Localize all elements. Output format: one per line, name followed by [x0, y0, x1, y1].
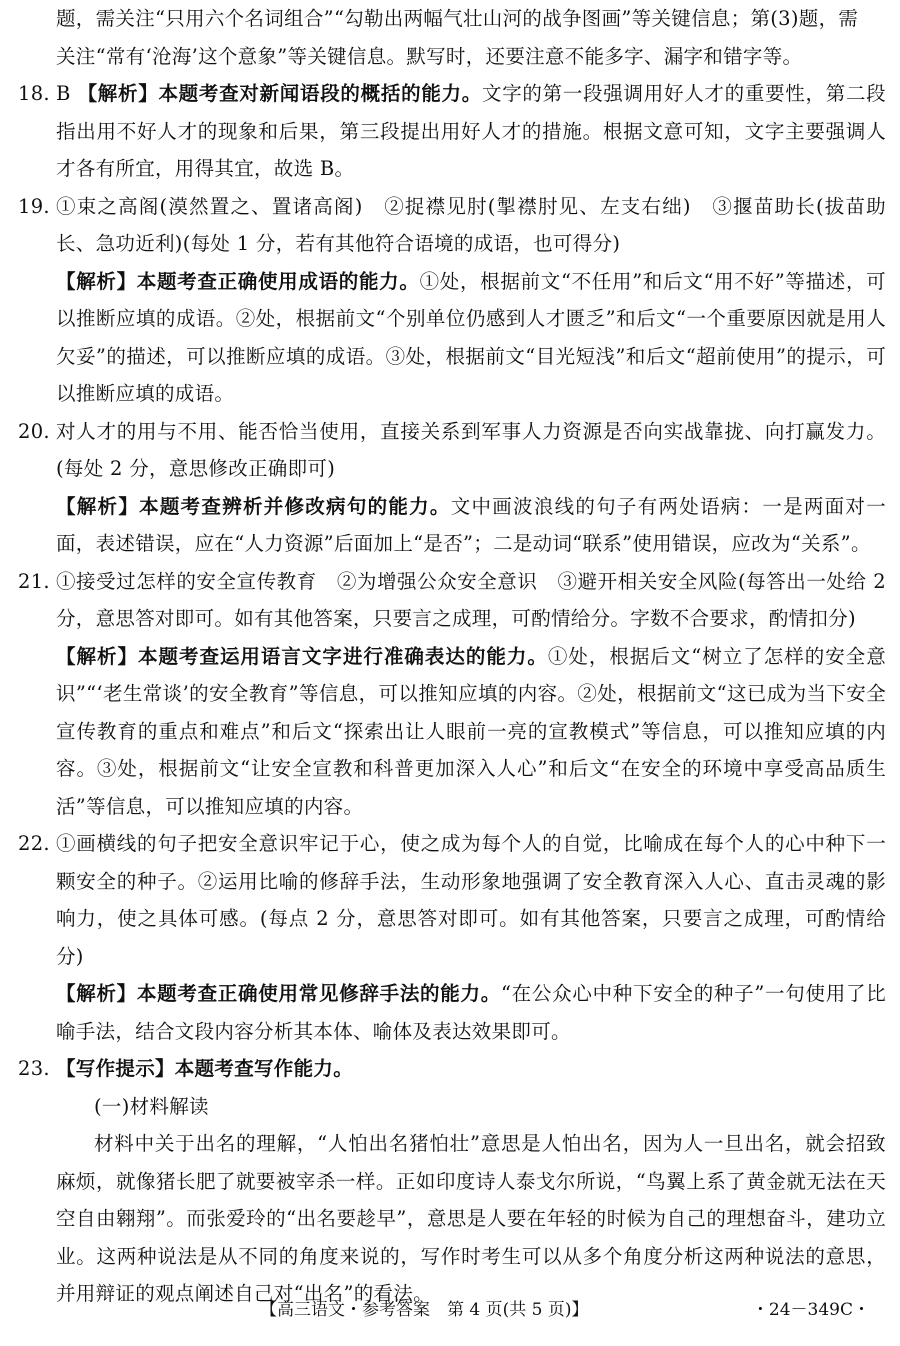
continued-line-2: 关注“常有‘沧海’这个意象”等关键信息。默写时，还要注意不能多字、漏字和错字等。 — [56, 44, 803, 68]
analysis-text: “在公众心中种下安全的种子”一句使用了比喻手法，结合文段内容分析其本体、喻体及表达效果即可。 — [56, 982, 886, 1043]
question-22 — [18, 825, 886, 1050]
analysis-text: 文中画波浪线的句子有两处语病：一是两面对一面，表述错误，应在“人力资源”后面加上“是否”；二是动词“联系”使用错误，应改为“关系”。 — [56, 494, 886, 555]
analysis-heading: 【解析】本题考查对新闻语段的概括的能力。 — [77, 82, 482, 105]
question-number: 23. — [18, 1057, 50, 1080]
question-number: 22. — [18, 832, 50, 855]
question-number: 20. — [18, 419, 50, 443]
question-number: 19. — [18, 194, 50, 218]
answer-text: ①画横线的句子把安全意识牢记于心，使之成为每个人的自觉，比喻成在每个人的心中种下一颗安全的种子。②运用比喻的修辞手法，生动形象地强调了安全教育深入人心、直击灵魂的影响力，使之具体可感。(每点 2 分，意思答对即可。如有其他答案，只要言之成理，可酌情给分) — [56, 832, 886, 968]
answer-content — [18, 0, 886, 1313]
analysis-text: ①处，根据前文“不任用”和后文“用不好”等描述，可以推断应填的成语。②处，根据前文“个别单位仍感到人才匮乏”和后文“一个重要原因就是用人欠妥”的描述，可以推断应填的成语。③处，根据前文“目光短浅”和后文“超前使用”的提示，可以推断应填的成语。 — [56, 269, 886, 405]
question-number: 21. — [18, 569, 50, 593]
material-interpretation: 材料中关于出名的理解，“人怕出名猪怕壮”意思是人怕出名，因为人一旦出名，就会招致麻烦，就像猪长肥了就要被宰杀一样。正如印度诗人泰戈尔所说，“鸟翼上系了黄金就无法在天空自由翱翔”。而张爱玲的“出名要趁早”，意思是人要在年轻的时候为自己的理想奋斗，建功立业。这两种说法是从不同的角度来说的，写作时考生可以从多个角度分析这两种说法的意思，并用辩证的观点阐述自己对“出名”的看法。 — [56, 1132, 886, 1305]
analysis-heading: 【解析】本题考查正确使用常见修辞手法的能力。 — [56, 982, 501, 1005]
writing-tip-heading: 【写作提示】本题考查写作能力。 — [56, 1057, 354, 1080]
answer-text: 对人才的用与不用、能否恰当使用，直接关系到军事人力资源是否向实战靠拢、向打赢发力。(每处 2 分，意思修改正确即可) — [56, 419, 886, 480]
question-18 — [18, 75, 886, 188]
analysis-heading: 【解析】本题考查正确使用成语的能力。 — [56, 269, 420, 293]
footer-code: ・24－349C・ — [751, 1300, 870, 1320]
question-number: 18. — [18, 82, 50, 105]
answer-text: ①束之高阁(漠然置之、置诸高阁) ②捉襟见肘(掣襟肘见、左支右绌) ③揠苗助长(拔苗助长、急功近利)(每处 1 分，若有其他符合语境的成语，也可得分) — [56, 194, 886, 255]
footer-page-info: 【高三语文・参考答案 第 4 页(共 5 页)】 — [260, 1300, 589, 1320]
analysis-text: ①处，根据后文“树立了怎样的安全意识”“‘老生常谈’的安全教育”等信息，可以推知应填的内容。②处，根据前文“这已成为当下安全宣传教育的重点和难点”和后文“探索出让人眼前一亮的宣教模式”等信息，可以推知应填的内容。③处，根据前文“让安全宣教和科普更加深入人心”和后文“在安全的环境中享受高品质生活”等信息，可以推知应填的内容。 — [56, 644, 887, 818]
answer-choice: B — [56, 82, 71, 105]
question-23 — [18, 1050, 886, 1313]
subsection-title: (一)材料解读 — [94, 1094, 209, 1118]
question-21 — [18, 563, 886, 826]
continued-answer — [18, 0, 886, 75]
answer-text: ①接受过怎样的安全宣传教育 ②为增强公众安全意识 ③避开相关安全风险(每答出一处给 2 分，意思答对即可。如有其他答案，只要言之成理，可酌情给分。字数不合要求，酌情扣分) — [56, 569, 886, 630]
analysis-heading: 【解析】本题考查运用语言文字进行准确表达的能力。 — [56, 644, 548, 668]
continued-line-1: 题，需关注“只用六个名词组合”“勾勒出两幅气壮山河的战争图画”等关键信息；第(3)题，需 — [56, 7, 859, 30]
analysis-text: 文字的第一段强调用好人才的重要性，第二段指出用不好人才的现象和后果，第三段提出用好人才的措施。根据文意可知，文字主要强调人才各有所宜，用得其宜，故选 B。 — [56, 82, 886, 180]
analysis-heading: 【解析】本题考查辨析并修改病句的能力。 — [56, 494, 451, 518]
question-20 — [18, 413, 886, 563]
question-19 — [18, 188, 886, 413]
